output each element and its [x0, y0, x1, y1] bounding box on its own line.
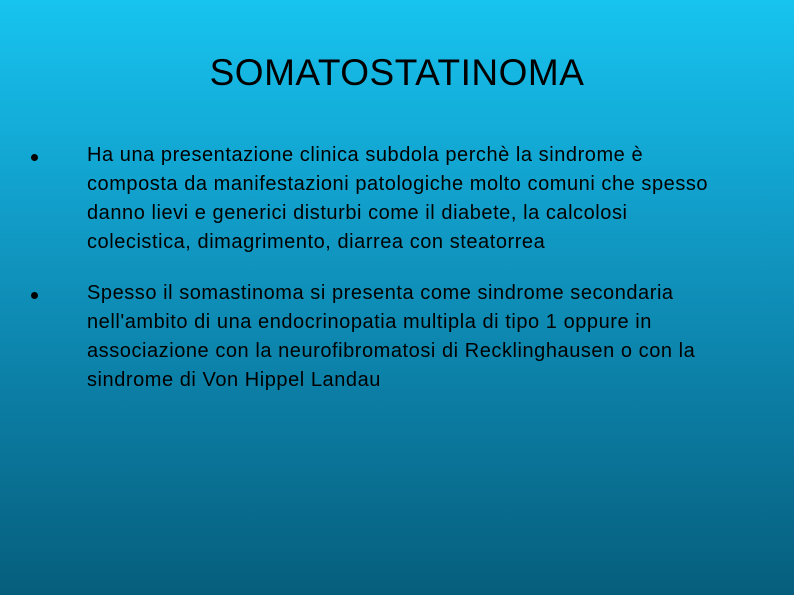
bullet-text: Spesso il somastinoma si presenta come sindrome secondaria nell'ambito di una endocrinopatia multipla di tipo 1 oppure in associazione con la neurofibromatosi di Recklinghausen o con la sindrome di Von Hippel Landau	[87, 282, 696, 391]
slide-title: SOMATOSTATINOMA	[209, 52, 585, 93]
bullet-list	[28, 141, 728, 417]
bullet-dot-icon	[31, 292, 38, 299]
bullet-item	[28, 141, 728, 257]
bullet-text: Ha una presentazione clinica subdola perchè la sindrome è composta da manifestazioni patologiche molto comuni che spesso danno lievi e generici disturbi come il diabete, la calcolosi colecistica, dimagrimento, diarrea con steatorrea	[87, 144, 709, 253]
bullet-dot-icon	[31, 154, 38, 161]
bullet-item	[28, 279, 728, 395]
